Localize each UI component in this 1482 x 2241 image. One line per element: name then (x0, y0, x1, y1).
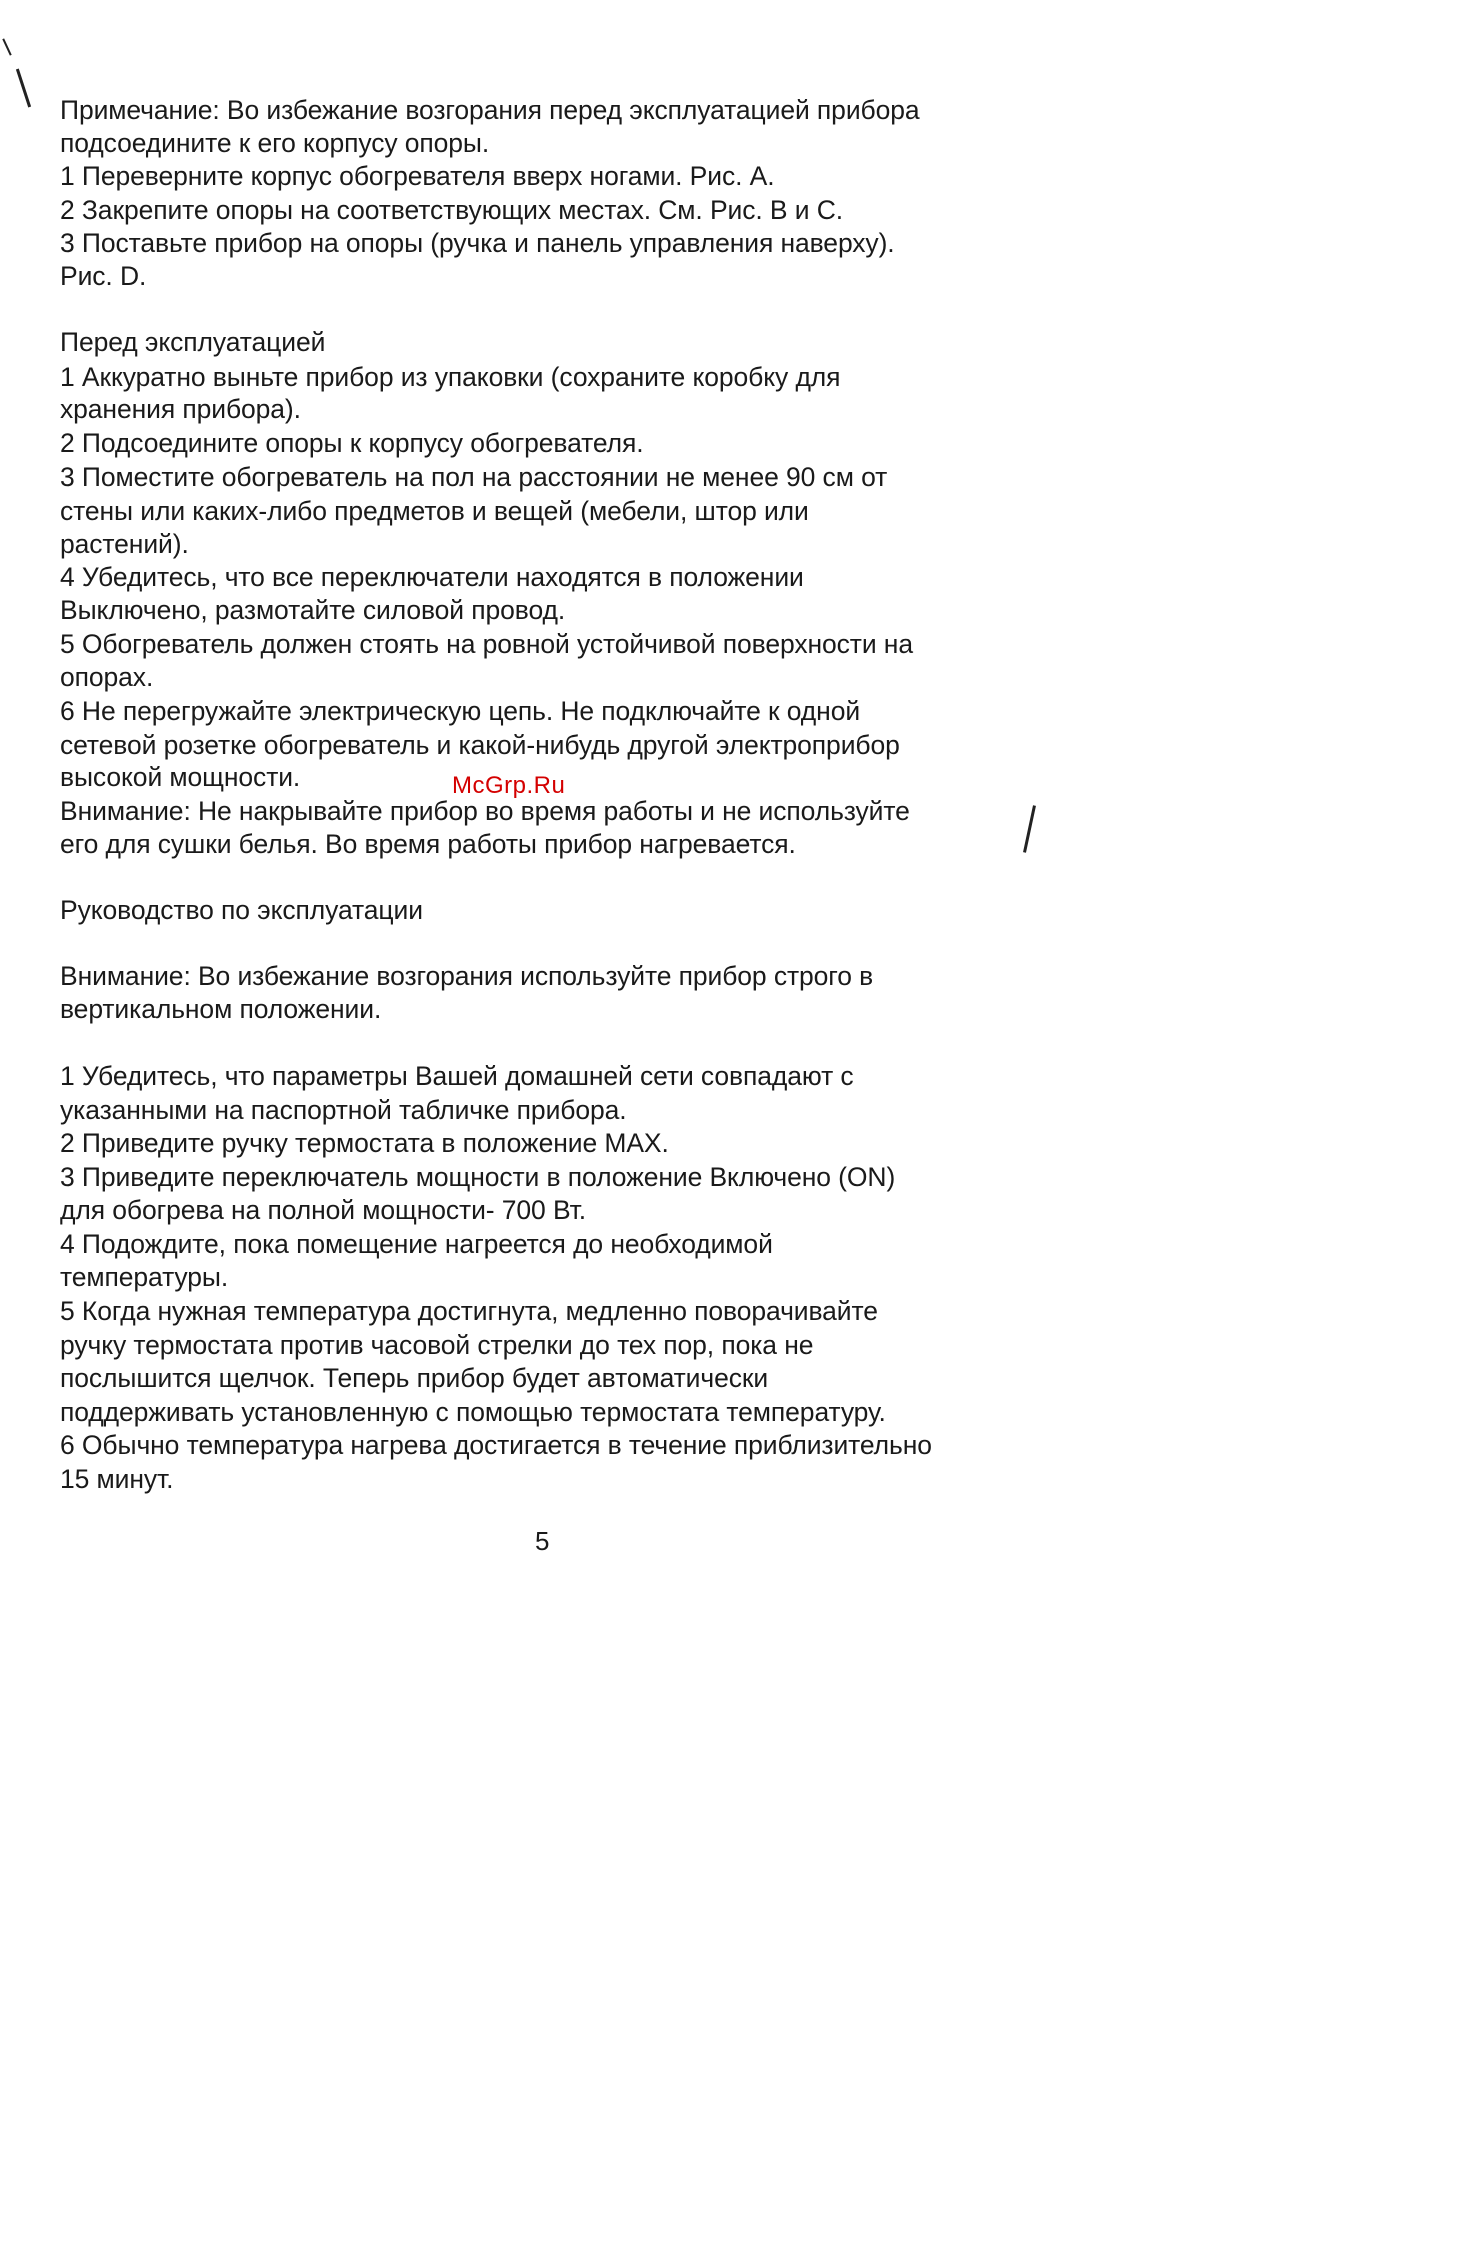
scan-mark (2, 38, 11, 55)
section-heading: Перед эксплуатацией (60, 327, 326, 357)
text-line: Рис. D. (60, 261, 147, 291)
scan-mark (16, 69, 31, 108)
text-line: 3 Поместите обогреватель на пол на расстоянии не менее 90 см от (60, 462, 888, 492)
page-number: 5 (535, 1526, 550, 1556)
text-line: 6 Не перегружайте электрическую цепь. Не подключайте к одной (60, 696, 861, 726)
text-line: указанными на паспортной табличке прибора. (60, 1095, 627, 1125)
text-line: Внимание: Не накрывайте прибор во время работы и не используйте (60, 796, 910, 826)
text-line: 1 Переверните корпус обогревателя вверх ногами. Рис. А. (60, 161, 775, 191)
text-line: его для сушки белья. Во время работы прибор нагревается. (60, 829, 796, 859)
text-line: 2 Подсоедините опоры к корпусу обогревателя. (60, 428, 644, 458)
text-line: 3 Поставьте прибор на опоры (ручка и панель управления наверху). (60, 228, 895, 258)
text-line: Примечание: Во избежание возгорания перед эксплуатацией прибора (60, 95, 920, 125)
text-line: ручку термостата против часовой стрелки до тех пор, пока не (60, 1330, 814, 1360)
text-line: 15 минут. (60, 1464, 174, 1494)
text-line: растений). (60, 529, 189, 559)
text-line: 5 Обогреватель должен стоять на ровной устойчивой поверхности на (60, 629, 913, 659)
section-heading: Руководство по эксплуатации (60, 895, 423, 925)
text-line: 3 Приведите переключатель мощности в положение Включено (ON) (60, 1162, 896, 1192)
watermark: McGrp.Ru (452, 772, 566, 799)
scan-mark (1023, 805, 1036, 853)
text-line: сетевой розетке обогреватель и какой-нибудь другой электроприбор (60, 730, 900, 760)
text-line: опорах. (60, 662, 154, 692)
text-line: поддерживать установленную с помощью термостата температуру. (60, 1397, 886, 1427)
text-line: стены или каких-либо предметов и вещей (мебели, штор или (60, 496, 809, 526)
document-page (0, 0, 1037, 1568)
text-line: 4 Подождите, пока помещение нагреется до необходимой (60, 1229, 773, 1259)
text-line: 4 Убедитесь, что все переключатели находятся в положении (60, 562, 804, 592)
text-line: хранения прибора). (60, 394, 301, 424)
text-line: вертикальном положении. (60, 994, 382, 1024)
text-line: 6 Обычно температура нагрева достигается в течение приблизительно (60, 1430, 932, 1460)
text-line: 5 Когда нужная температура достигнута, медленно поворачивайте (60, 1296, 878, 1326)
text-line: температуры. (60, 1262, 229, 1292)
text-line: Внимание: Во избежание возгорания используйте прибор строго в (60, 961, 874, 991)
text-line: послышится щелчок. Теперь прибор будет автоматически (60, 1363, 769, 1393)
text-line: высокой мощности. (60, 762, 301, 792)
text-line: подсоедините к его корпусу опоры. (60, 128, 490, 158)
text-line: 1 Аккуратно выньте прибор из упаковки (сохраните коробку для (60, 362, 841, 392)
text-line: 2 Закрепите опоры на соответствующих местах. См. Рис. В и С. (60, 195, 843, 225)
text-line: Выключено, размотайте силовой провод. (60, 595, 566, 625)
text-line: 2 Приведите ручку термостата в положение МАХ. (60, 1128, 669, 1158)
text-line: для обогрева на полной мощности- 700 Вт. (60, 1195, 587, 1225)
text-line: 1 Убедитесь, что параметры Вашей домашней сети совпадают с (60, 1061, 854, 1091)
